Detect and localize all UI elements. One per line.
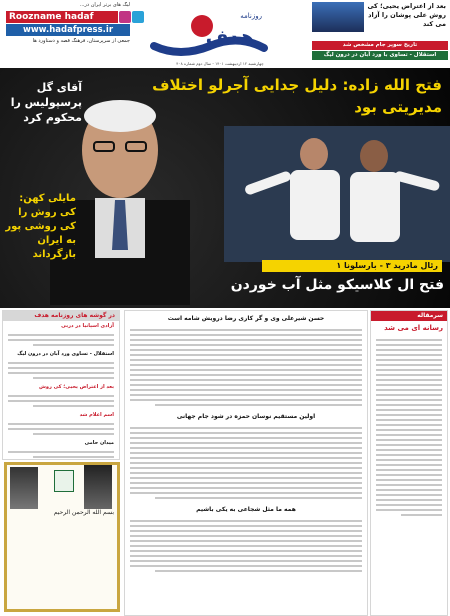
logo-main-text: هدف <box>205 25 255 49</box>
top-note: لیگ های برتر ایران در... <box>79 2 130 8</box>
top-right-headline[interactable]: بعد از اعتراض یحیی؛ کی روش علی پوشان را آزاد می کند <box>367 2 446 28</box>
left-column <box>2 310 120 460</box>
article-title[interactable]: حسن شیرعلی وی و گر کاری رضا درویش شامه است <box>167 315 325 322</box>
list-item[interactable]: میدان حامی <box>84 440 114 446</box>
portrait-photo <box>84 465 112 509</box>
hero-title[interactable]: فتح الله زاده: دلیل جدایی آجرلو اختلاف مدیریتی بود <box>152 76 442 116</box>
right-column <box>370 310 448 616</box>
side-headline-2[interactable]: مایلی کهن: کی روش را کی روشی پور به ایران بازگرداند <box>5 193 76 260</box>
portrait-photo <box>10 467 38 509</box>
dateline: چهارشنبه ۱۲ اردیبهشت ۱۴۰۱ - سال دوم شماره ۴۰۸ <box>176 61 264 66</box>
notice-text: بسم الله الرحمن الرحیم <box>53 509 114 516</box>
sub-kicker[interactable]: رئال مادرید ۳ - بارسلونا ۱ <box>262 260 442 272</box>
list-item[interactable]: استقلال - تساوی ورد آبان در درون لیگ <box>17 351 114 357</box>
emblem-icon <box>54 470 74 492</box>
logo-small-text: روزنامه <box>240 12 262 20</box>
article-subtitle[interactable]: اولین مستقیم نوسان حمزه در شود جام جهانی <box>176 413 316 420</box>
sub-headline[interactable]: فتح ال کلاسیکو مثل آب خوردن <box>230 277 444 293</box>
breaking-bar-green[interactable]: استقلال - تساوی با ورد آبان در درون لیگ <box>312 51 448 60</box>
list-item[interactable]: بعد از اعتراض یحیی؛ کی روش <box>38 384 114 390</box>
team-photo[interactable] <box>312 2 364 32</box>
middle-column <box>124 310 368 616</box>
brand-box[interactable]: Roozname hadaf <box>6 11 118 23</box>
article-section[interactable]: همه ما مثل شجاعی به یکی باشیم <box>196 506 296 513</box>
list-item[interactable]: آزادی اسپانیا در دربی <box>61 323 114 329</box>
instagram-icon[interactable] <box>119 11 131 23</box>
players-photo[interactable] <box>224 126 450 262</box>
header-note: جمعی از سرپرستان، فرهنگ قصه و دستاورد ها <box>32 38 130 44</box>
right-column-header: سرمقاله <box>371 311 447 321</box>
side-headline[interactable]: آقای گل پرسپولیس را محکوم کرد <box>10 81 82 124</box>
website-url[interactable]: www.hadafpress.ir <box>6 24 130 36</box>
telegram-icon[interactable] <box>132 11 144 23</box>
editorial-headline[interactable]: رسانه ای می شد <box>384 324 443 332</box>
list-item[interactable]: اسم اعلام شد <box>79 412 114 418</box>
left-column-header: در گوشه های روزنامه هدف <box>3 311 119 321</box>
hadaf-logo <box>150 6 270 58</box>
breaking-bar-red[interactable]: تاریخ سوپر جام مشخص شد <box>312 41 448 50</box>
